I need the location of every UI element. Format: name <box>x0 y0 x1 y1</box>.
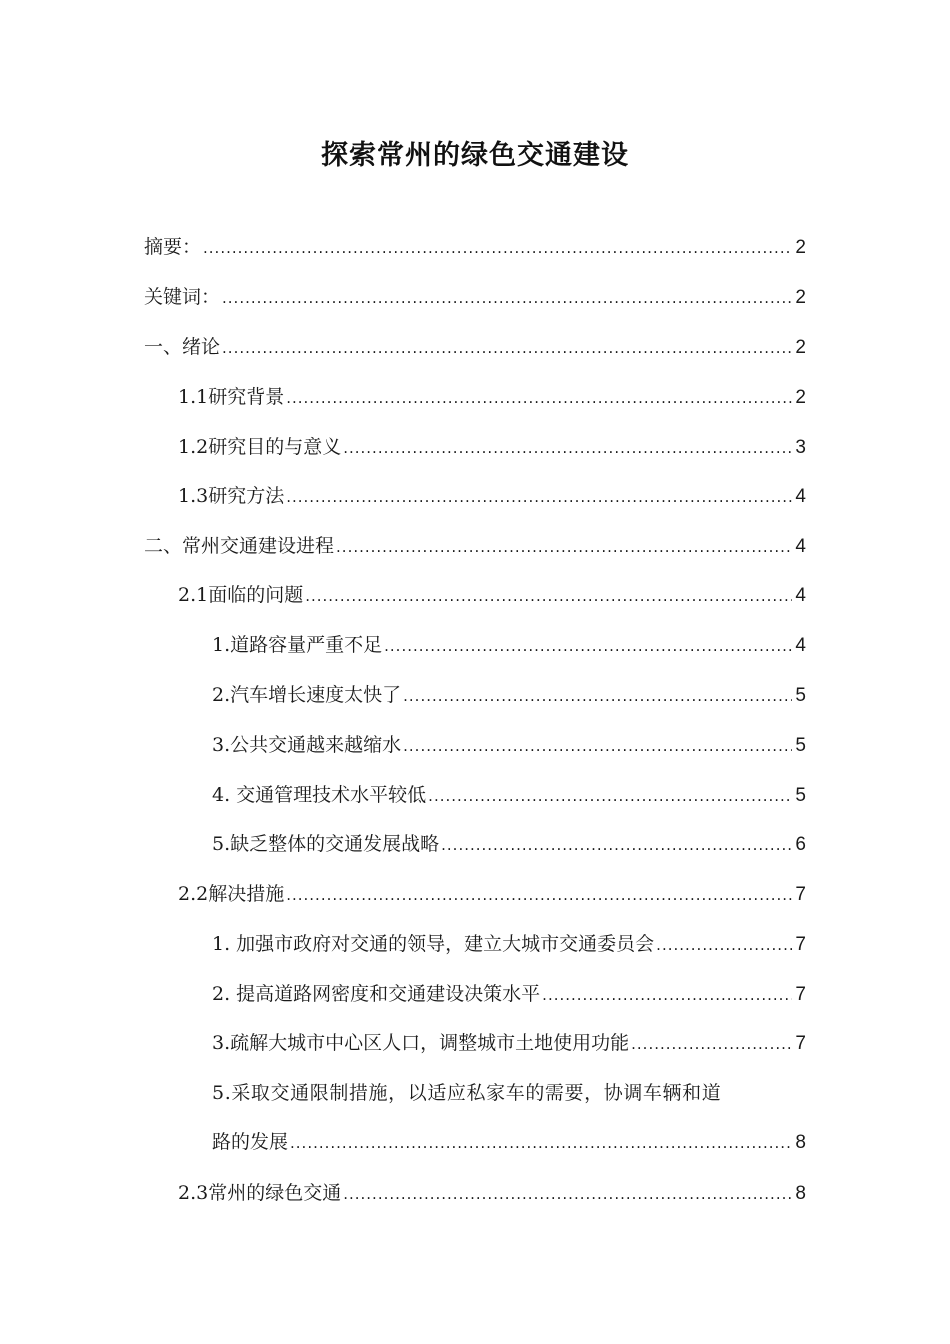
toc-entry-chapter-1[interactable] <box>144 335 806 360</box>
toc-entry-text: 绪论 <box>182 336 221 358</box>
toc-entry-text: 3.疏解大城市中心区人口，调整城市土地使用功能 <box>212 1032 630 1054</box>
toc-entry-text: 路的发展 <box>212 1131 289 1153</box>
toc-entry-measure-1[interactable] <box>212 932 806 957</box>
toc-entry-measure-2[interactable] <box>212 982 806 1007</box>
toc-entry-problem-1[interactable] <box>212 633 806 658</box>
toc-entry-section-1-3[interactable] <box>178 484 806 509</box>
toc-leader-dots <box>305 584 792 608</box>
toc-leader-dots <box>290 1131 792 1155</box>
toc-leader-dots <box>343 436 792 460</box>
toc-entry-problem-4[interactable] <box>212 783 806 808</box>
toc-entry-text: 摘要： <box>144 236 202 258</box>
toc-entry-text: 2.3常州的绿色交通 <box>178 1182 342 1204</box>
toc-leader-dots <box>222 286 792 310</box>
toc-leader-dots <box>403 684 792 708</box>
toc-leader-dots <box>286 883 792 907</box>
toc-leader-dots <box>286 386 792 410</box>
toc-leader-dots <box>222 336 792 360</box>
toc-leader-dots <box>542 983 792 1007</box>
toc-entry-section-1-1[interactable] <box>178 385 806 410</box>
toc-leader-dots <box>286 485 792 509</box>
toc-page-number: 3 <box>795 437 806 458</box>
toc-page-number: 7 <box>795 934 806 955</box>
toc-leader-dots <box>631 1032 792 1056</box>
toc-entry-abstract[interactable] <box>144 235 806 260</box>
toc-page-number: 5 <box>795 785 806 806</box>
toc-entry-text: 5.缺乏整体的交通发展战略 <box>212 833 440 855</box>
toc-leader-dots <box>203 236 792 260</box>
toc-entry-text: 2.2解决措施 <box>178 883 285 905</box>
toc-entry-text: 常州交通建设进程 <box>182 535 335 557</box>
toc-entry-measure-5-line-1[interactable]: 5.采取交通限制措施，以适应私家车的需要，协调车辆和道 <box>212 1082 722 1104</box>
toc-leader-dots <box>384 634 792 658</box>
toc-page-number: 8 <box>795 1183 806 1204</box>
toc-entry-measure-5[interactable] <box>212 1130 806 1155</box>
toc-leader-dots <box>656 933 792 957</box>
toc-entry-text: 关键词： <box>144 286 221 308</box>
toc-entry-problem-3[interactable] <box>212 733 806 758</box>
toc-entry-text: 1.3研究方法 <box>178 485 285 507</box>
toc-page-number: 4 <box>795 585 806 606</box>
toc-page-number: 2 <box>795 287 806 308</box>
toc-entry-text: 1.2研究目的与意义 <box>178 436 342 458</box>
toc-entry-text: 1.道路容量严重不足 <box>212 634 383 656</box>
toc-page-number: 4 <box>795 486 806 507</box>
toc-leader-dots <box>403 734 792 758</box>
toc-entry-section-2-1[interactable] <box>178 583 806 608</box>
toc-entry-text: 1.1研究背景 <box>178 386 285 408</box>
toc-page-number: 2 <box>795 387 806 408</box>
toc-leader-dots <box>343 1182 792 1206</box>
toc-entry-section-2-3[interactable] <box>178 1181 806 1206</box>
toc-page-number: 4 <box>795 536 806 557</box>
document-title: 探索常州的绿色交通建设 <box>321 140 629 171</box>
toc-leader-dots <box>336 535 792 559</box>
toc-page-number: 2 <box>795 337 806 358</box>
toc-entry-problem-2[interactable] <box>212 683 806 708</box>
toc-entry-text: 2.1面临的问题 <box>178 584 304 606</box>
toc-entry-text: 1. 加强市政府对交通的领导，建立大城市交通委员会 <box>212 933 655 955</box>
toc-page-number: 7 <box>795 984 806 1005</box>
toc-page-number: 2 <box>795 237 806 258</box>
toc-entry-problem-5[interactable] <box>212 832 806 857</box>
toc-entry-keywords[interactable] <box>144 285 806 310</box>
toc-page-number: 5 <box>795 735 806 756</box>
toc-entry-section-1-2[interactable] <box>178 435 806 460</box>
toc-entry-section-2-2[interactable] <box>178 882 806 907</box>
toc-leader-dots <box>428 784 792 808</box>
toc-chapter-number: 一、 <box>144 336 183 358</box>
toc-entry-text: 2.汽车增长速度太快了 <box>212 684 402 706</box>
toc-entry-text: 3.公共交通越来越缩水 <box>212 734 402 756</box>
toc-leader-dots <box>441 833 792 857</box>
toc-page-number: 5 <box>795 685 806 706</box>
toc-entry-text: 4. 交通管理技术水平较低 <box>212 784 427 806</box>
toc-entry-measure-3[interactable] <box>212 1031 806 1056</box>
toc-page-number: 4 <box>795 635 806 656</box>
toc-page-number: 8 <box>795 1132 806 1153</box>
toc-chapter-number: 二、 <box>144 535 183 557</box>
toc-entry-chapter-2[interactable] <box>144 534 806 559</box>
toc-page-number: 6 <box>795 834 806 855</box>
toc-page-number: 7 <box>795 1033 806 1054</box>
toc-page-number: 7 <box>795 884 806 905</box>
toc-entry-text: 2. 提高道路网密度和交通建设决策水平 <box>212 983 541 1005</box>
